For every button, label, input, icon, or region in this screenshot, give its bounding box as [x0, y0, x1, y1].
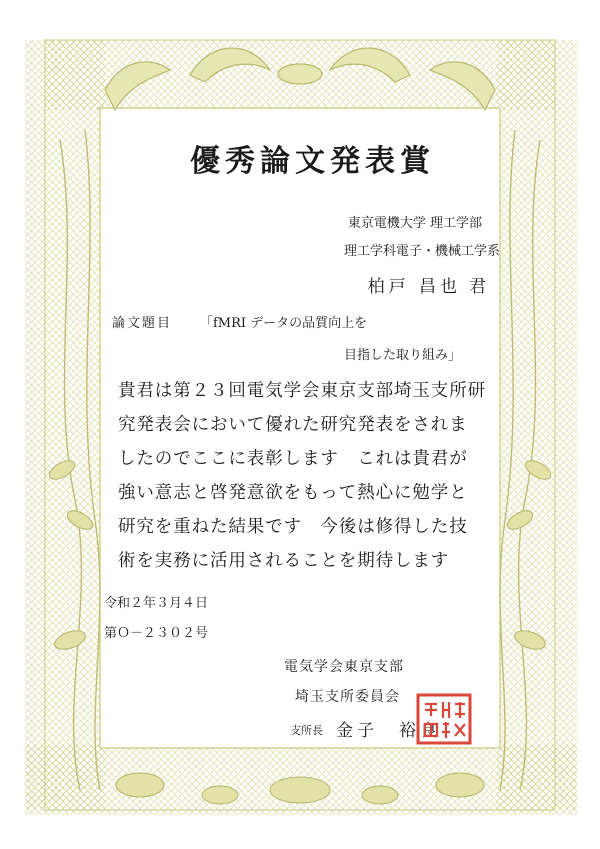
issuer-org-line-2: 埼玉支所委員会: [295, 689, 400, 705]
body-line: 貴君は第２３回電気学会東京支部埼玉支所研: [118, 381, 486, 401]
recipient-name-line: [368, 272, 490, 297]
certificate-title: 優秀論文発表賞: [190, 144, 435, 179]
signatory-title: 支所長: [290, 724, 323, 737]
recipient-school: 東京電機大学 理工学部: [347, 216, 482, 231]
recipient-department: 理工学科電子・機械工学系: [343, 244, 500, 259]
thesis-title-line-1: 「fMRI データの品質向上を: [200, 316, 368, 331]
issuer-org-line-1: 電気学会東京支部: [284, 659, 404, 675]
certificate-number: 第Ｏ－２３０２号: [104, 626, 209, 641]
body-line: 研究を重ねた結果です 今後は修得した技: [118, 517, 468, 537]
body-line: 強い意志と啓発意欲をもって熱心に勉学と: [118, 483, 468, 503]
recipient-honorific: 君: [469, 277, 490, 297]
official-seal-icon: [415, 692, 473, 746]
body-line: したのでここに表彰します これは貴君が: [118, 449, 468, 469]
thesis-label: 論文題目: [112, 316, 173, 331]
recipient-name: 柏戸 昌也: [367, 277, 461, 297]
issue-date: 令和２年３月４日: [104, 596, 209, 611]
signatory-name: 金子 裕良: [336, 721, 441, 741]
thesis-title-line-2: 目指した取り組み」: [344, 348, 462, 363]
body-line: 究発表会において優れた研究発表をされま: [118, 415, 468, 435]
body-line: 術を実務に活用されることを期待します: [118, 551, 450, 571]
